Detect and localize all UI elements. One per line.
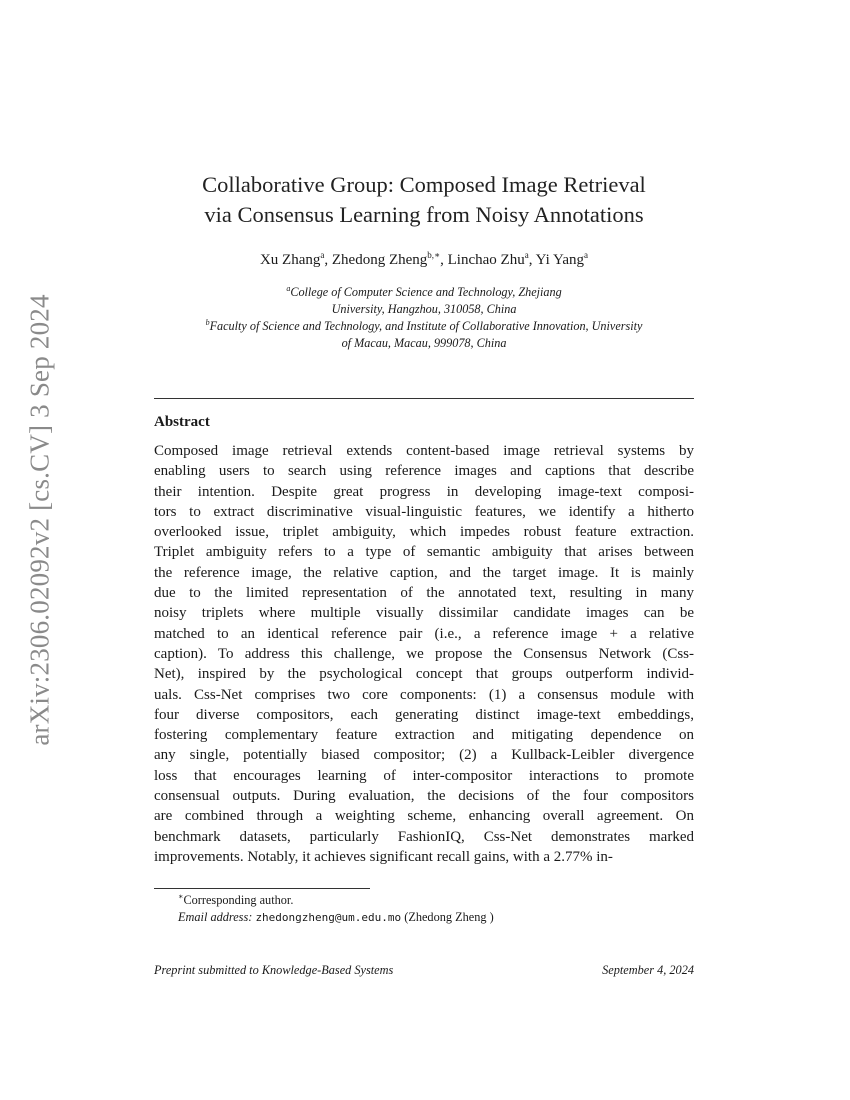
abstract-line: Composed image retrieval extends content-based image retrieval systems by — [154, 443, 694, 459]
abstract-line: caption). To address this challenge, we propose the Consensus Network (Css- — [154, 645, 694, 662]
author-name: Linchao Zhu — [447, 252, 525, 268]
email-note — [178, 909, 494, 926]
abstract-line: any single, potentially biased compositor; (2) a Kullback-Leibler divergence — [154, 747, 694, 764]
affiliation-b-line-2: of Macau, Macau, 999078, China — [341, 336, 507, 350]
preprint-footer — [154, 962, 694, 979]
preprint-venue: Preprint submitted to Knowledge-Based Systems — [154, 963, 394, 977]
author-list — [154, 250, 694, 270]
abstract-line: their intention. Despite great progress in developing image-text composi- — [154, 483, 694, 500]
affiliation-b-line-1: $^b$Faculty of Science and Technology, and Institute of Collaborative Innovation, University — [205, 318, 643, 333]
title-line-2: via Consensus Learning from Noisy Annotations — [204, 202, 644, 227]
preprint-date: September 4, 2024 — [602, 963, 694, 977]
author-mark: a — [584, 250, 589, 260]
author-separator: , — [324, 252, 332, 268]
corresponding-author-note: ∗Corresponding author. — [178, 892, 294, 907]
abstract-line: the reference image, the relative caption, and the target image. It is mainly — [154, 564, 694, 581]
abstract-line: matched to an identical reference pair (i.e., a reference image + a relative — [154, 625, 694, 642]
affiliation-a-line-2: University, Hangzhou, 310058, China — [331, 302, 517, 316]
affiliations — [148, 284, 700, 352]
arxiv-stamp-text: arXiv:2306.02092v2 [cs.CV] 3 Sep 2024 — [24, 294, 55, 746]
email-label: Email address: — [178, 910, 253, 924]
author-name: Xu Zhang — [259, 252, 321, 268]
abstract-line: tors to extract discriminative visual-linguistic features, we identify a hitherto — [154, 503, 694, 520]
author-name: Yi Yang — [535, 252, 585, 268]
author-separator: , — [440, 252, 448, 268]
abstract-line: overlooked issue, triplet ambiguity, which impedes robust feature extraction. — [154, 524, 694, 541]
abstract-top-rule — [154, 398, 694, 399]
abstract-line: consensual outputs. During evaluation, the decisions of the four compositors — [154, 788, 694, 805]
abstract-line: are combined through a weighting scheme, enhancing overall agreement. On — [154, 808, 694, 825]
abstract-line: uals. Css-Net comprises two core components: (1) a consensus module with — [154, 686, 694, 703]
author-name: Zhedong Zheng — [331, 252, 428, 268]
author-separator: , — [528, 252, 536, 268]
affiliation-mark: b — [205, 318, 210, 327]
abstract-line: Net), inspired by the psychological concept that groups outperform individ- — [154, 666, 694, 683]
author-mark: a — [320, 250, 325, 260]
abstract-line: loss that encourages learning of inter-compositor interactions to promote — [154, 767, 694, 784]
abstract-line: four diverse compositors, each generating distinct image-text embeddings, — [154, 706, 694, 723]
author-mark: a — [524, 250, 529, 260]
footnote-rule — [154, 888, 370, 889]
arxiv-identifier-stamp — [10, 0, 70, 1100]
email-owner: (Zhedong Zheng ) — [404, 910, 494, 924]
abstract-line: Triplet ambiguity refers to a type of semantic ambiguity that arises between — [154, 544, 694, 561]
abstract-line: fostering complementary feature extraction and mitigating dependence on — [154, 727, 694, 744]
footnotes — [178, 892, 494, 926]
abstract-body — [154, 441, 694, 867]
paper-title — [154, 170, 694, 230]
abstract-line: enabling users to search using reference images and captions that describe — [154, 463, 694, 480]
abstract-line: improvements. Notably, it achieves significant recall gains, with a 2.77% in- — [154, 848, 613, 865]
affiliation-mark: a — [286, 284, 291, 293]
email-address-link[interactable]: zhedongzheng@um.edu.mo — [255, 911, 402, 924]
abstract-heading: Abstract — [154, 414, 210, 430]
affiliation-a-line-1: $^a$College of Computer Science and Technology, Zhejiang — [286, 284, 562, 299]
abstract-line: benchmark datasets, particularly FashionIQ, Css-Net demonstrates marked — [154, 828, 694, 845]
title-line-1: Collaborative Group: Composed Image Retrieval — [202, 172, 646, 197]
author-mark: b,∗ — [427, 250, 441, 260]
abstract-line: noisy triplets where multiple visually dissimilar candidate images can be — [154, 605, 694, 622]
corresponding-mark: ∗ — [178, 892, 184, 901]
abstract-line: due to the limited representation of the annotated text, resulting in many — [154, 585, 694, 602]
